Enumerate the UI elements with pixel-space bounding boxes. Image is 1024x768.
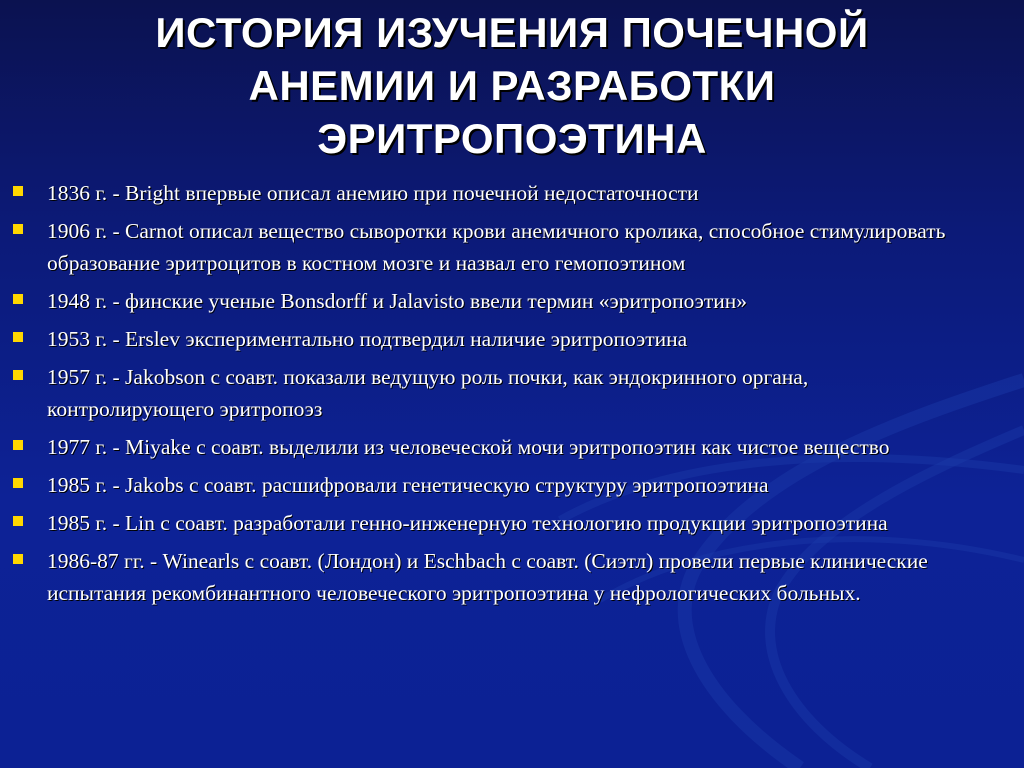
square-bullet-icon bbox=[13, 224, 23, 234]
bullet-item-1948 bbox=[0, 285, 970, 317]
title-line-1: ИСТОРИЯ ИЗУЧЕНИЯ ПОЧЕЧНОЙ bbox=[155, 9, 869, 56]
bullet-text: 1906 г. - Carnot описал вещество сыворотки крови анемичного кролика, способное стимулировать образование эритроцитов в костном мозге и назвал его гемопоэтином bbox=[47, 219, 946, 275]
bullet-item-1986-87 bbox=[0, 545, 970, 609]
bullet-item-1953 bbox=[0, 323, 970, 355]
bullet-item-1957 bbox=[0, 361, 970, 425]
bullet-text: 1986-87 гг. - Winearls с соавт. (Лондон) и Eschbach с соавт. (Сиэтл) провели первые клинические испытания рекомбинантного человеческого эритропоэтина у нефрологических больных. bbox=[47, 549, 928, 605]
square-bullet-icon bbox=[13, 370, 23, 380]
slide-title bbox=[0, 6, 1024, 165]
square-bullet-icon bbox=[13, 440, 23, 450]
square-bullet-icon bbox=[13, 478, 23, 488]
bullet-text: 1977 г. - Miyake с соавт. выделили из человеческой мочи эритропоэтин как чистое вещество bbox=[47, 435, 890, 459]
bullet-item-1906 bbox=[0, 215, 970, 279]
square-bullet-icon bbox=[13, 554, 23, 564]
bullet-text: 1957 г. - Jakobson с соавт. показали ведущую роль почки, как эндокринного органа, контролирующего эритропоэз bbox=[47, 365, 809, 421]
history-bullet-list bbox=[0, 177, 1024, 615]
bullet-item-1977 bbox=[0, 431, 970, 463]
title-line-2: АНЕМИИ И РАЗРАБОТКИ bbox=[248, 62, 776, 109]
square-bullet-icon bbox=[13, 186, 23, 196]
bullet-text: 1948 г. - финские ученые Bonsdorff и Jalavisto ввели термин «эритропоэтин» bbox=[47, 289, 748, 313]
bullet-text: 1953 г. - Erslev экспериментально подтвердил наличие эритропоэтина bbox=[47, 327, 688, 351]
bullet-item-1836 bbox=[0, 177, 970, 209]
bullet-text: 1985 г. - Jakobs с соавт. расшифровали генетическую структуру эритропоэтина bbox=[47, 473, 769, 497]
title-line-3: ЭРИТРОПОЭТИНА bbox=[317, 115, 707, 162]
square-bullet-icon bbox=[13, 294, 23, 304]
bullet-text: 1836 г. - Bright впервые описал анемию при почечной недостаточности bbox=[47, 181, 699, 205]
bullet-item-1985-lin bbox=[0, 507, 970, 539]
square-bullet-icon bbox=[13, 516, 23, 526]
bullet-text: 1985 г. - Lin с соавт. разработали генно-инженерную технологию продукции эритропоэтина bbox=[47, 511, 888, 535]
square-bullet-icon bbox=[13, 332, 23, 342]
bullet-item-1985-jakobs bbox=[0, 469, 970, 501]
